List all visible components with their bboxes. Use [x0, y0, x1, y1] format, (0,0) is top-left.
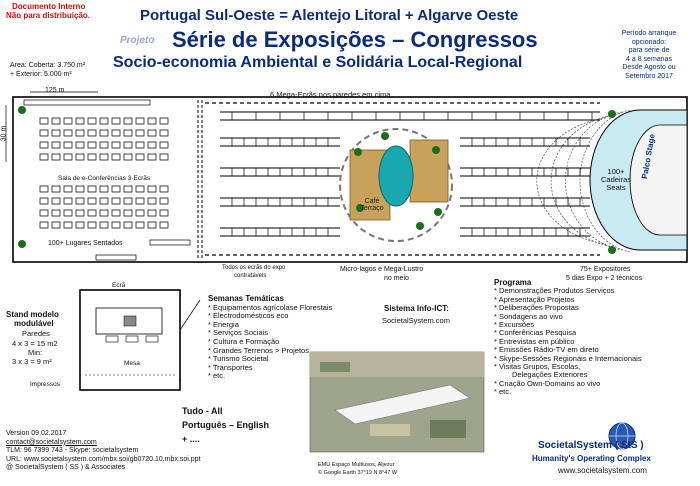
micro-lake: [379, 146, 413, 206]
program-item: * etc.: [494, 387, 512, 397]
program-item: * Criação Own-Domains ao vivo: [494, 378, 601, 388]
themes-list: [208, 295, 332, 381]
program-item: Delegações Exteriores: [512, 370, 588, 380]
printed-label: Impressos: [30, 381, 60, 388]
languages-line-2: Português – English: [182, 420, 270, 430]
program-item: * Sondagens ao vivo: [494, 311, 563, 321]
stand-title: Stand modelo: [6, 310, 59, 319]
program-item: * Deliberações Propostas: [494, 303, 579, 313]
screen-wall: [24, 100, 150, 105]
area-covered: Area: Coberta: 3.750 m²: [10, 62, 86, 69]
footer-info: [6, 430, 201, 473]
area-exterior: + Exterior: 5.000 m²: [10, 71, 72, 78]
period-line: opcionado:: [631, 38, 667, 46]
conference-room-label: Sala de e-Conferências 3-Ecrãs: [58, 175, 151, 182]
internal-doc-label: Documento Interno: [12, 2, 86, 11]
theme-item: * Serviços Sociais: [208, 328, 269, 338]
phone-skype: TLM: 96 7399 743 - Skype: societalsystem: [6, 447, 139, 455]
program-item: * Skype-Sessões Regionais e Internacionais: [494, 353, 642, 363]
languages-line-1: Tudo - All: [182, 406, 223, 416]
theme-item: * Turismo Societal: [208, 354, 269, 364]
stage-label: Palco Stage: [640, 133, 657, 180]
projeto-label: Projeto: [120, 35, 155, 46]
brand-name: SocietalSystem ( StS ): [538, 440, 644, 451]
period-line: Período arranque: [621, 30, 677, 37]
brand-tagline: Humanity's Operating Complex: [532, 454, 651, 463]
photo-caption: EMU Espaço Multiusos, Aljezur: [318, 462, 395, 468]
info-ict-url[interactable]: SocietalSystem.com: [382, 316, 450, 325]
photo-credit: © Google Earth 37°19 N 8°47 W: [318, 470, 398, 476]
chairs-label: [598, 168, 634, 192]
program-title: Programa: [494, 278, 532, 287]
themes-title: Semanas Temáticas: [208, 294, 284, 303]
period-line: Desde Agosto ou: [622, 64, 676, 71]
subtitle: Socio-economia Ambiental e Solidária Local-Regional: [113, 54, 523, 71]
chairs-text-en: Seats: [606, 183, 626, 192]
program-item: * Visitas Grupos, Escolas,: [494, 362, 581, 372]
info-ict-title: Sistema Info-ICT:: [384, 304, 449, 313]
program-list: [494, 279, 642, 397]
conference-seats: [40, 118, 168, 228]
brand-site[interactable]: www.societalsystem.com: [558, 466, 647, 475]
program-item: * Entrevistas em público: [494, 336, 575, 346]
program-item: * Excursões: [494, 320, 535, 330]
period-line: para série de: [628, 47, 670, 54]
stand-size-2: 3 x 3 = 9 m²: [12, 357, 52, 366]
theme-item: * Equipamentos agrícolase Florestais: [208, 302, 333, 312]
cafe-terrace-right: [410, 140, 448, 202]
theme-item: * etc.: [208, 371, 226, 381]
version-text: Version 09.02.2017: [6, 430, 67, 437]
exhibitors-label-2: 5 dias Expo + 2 técnicos: [566, 275, 643, 282]
program-item: * Conferências Pesquisa: [494, 328, 577, 338]
exhibitors-label: 75+ Expositores: [580, 266, 631, 273]
stand-walls: Paredes: [22, 329, 50, 338]
no-distribution-label: Não para distribuição.: [6, 11, 91, 20]
program-item: * Emissões Rádio-TV em direto: [494, 345, 599, 355]
chairs-text: Cadeiras: [600, 175, 631, 184]
theme-item: * Cultura e Formação: [208, 336, 280, 346]
screens-note-2: contratáveis: [234, 273, 267, 279]
screen-label: Ecrã: [112, 282, 126, 289]
main-title: Série de Exposições – Congressos: [172, 27, 538, 52]
lake-label-2: no meio: [384, 275, 409, 282]
contact-email[interactable]: contact@societalsystem.com: [6, 438, 97, 446]
period-line: 4 a 8 semanas: [626, 55, 672, 63]
lake-label: Micro-lagos e Mega-Lustro: [340, 266, 424, 273]
table-label: Mesa: [124, 360, 140, 367]
screens-note: Todos os ecrãs do expo: [222, 265, 286, 271]
period-line: Setembro 2017: [625, 72, 673, 80]
languages-line-3: + ....: [182, 434, 200, 444]
program-item: * Apresentação Projetos: [494, 294, 575, 304]
stand-title-2: modulável: [14, 319, 54, 328]
stand-size-1: 4 x 3 = 15 m2: [12, 339, 58, 348]
theme-item: * Electrodomésticos eco: [208, 311, 289, 321]
height-dimension: 30 m: [0, 125, 8, 142]
seats-label: 100+ Lugares Sentados: [48, 240, 123, 247]
program-item: * Demonstrações Produtos Serviços: [494, 286, 615, 296]
copyright: @ SocietalSystem ( SS ) & Associates: [6, 464, 126, 472]
theme-item: * Transportes: [208, 362, 253, 372]
theme-item: * Energia: [208, 319, 239, 329]
width-dimension: 125 m: [45, 87, 65, 94]
cafe-label: Café Terraço: [360, 198, 384, 212]
footer-url[interactable]: URL: www.societalsystem.com/mbx.soi/gb0720.10.mbx.soi.ppt: [6, 455, 201, 463]
screens-top-label: 6 Mega-Ecrãs nos paredes em cima: [270, 90, 391, 99]
stand-min: Min:: [28, 348, 43, 357]
theme-item: * Grandes Terrenos > Projetos: [208, 345, 309, 355]
chairs-count: 100+: [607, 167, 625, 176]
region-title: Portugal Sul-Oeste = Alentejo Litoral + Algarve Oeste: [140, 7, 519, 24]
